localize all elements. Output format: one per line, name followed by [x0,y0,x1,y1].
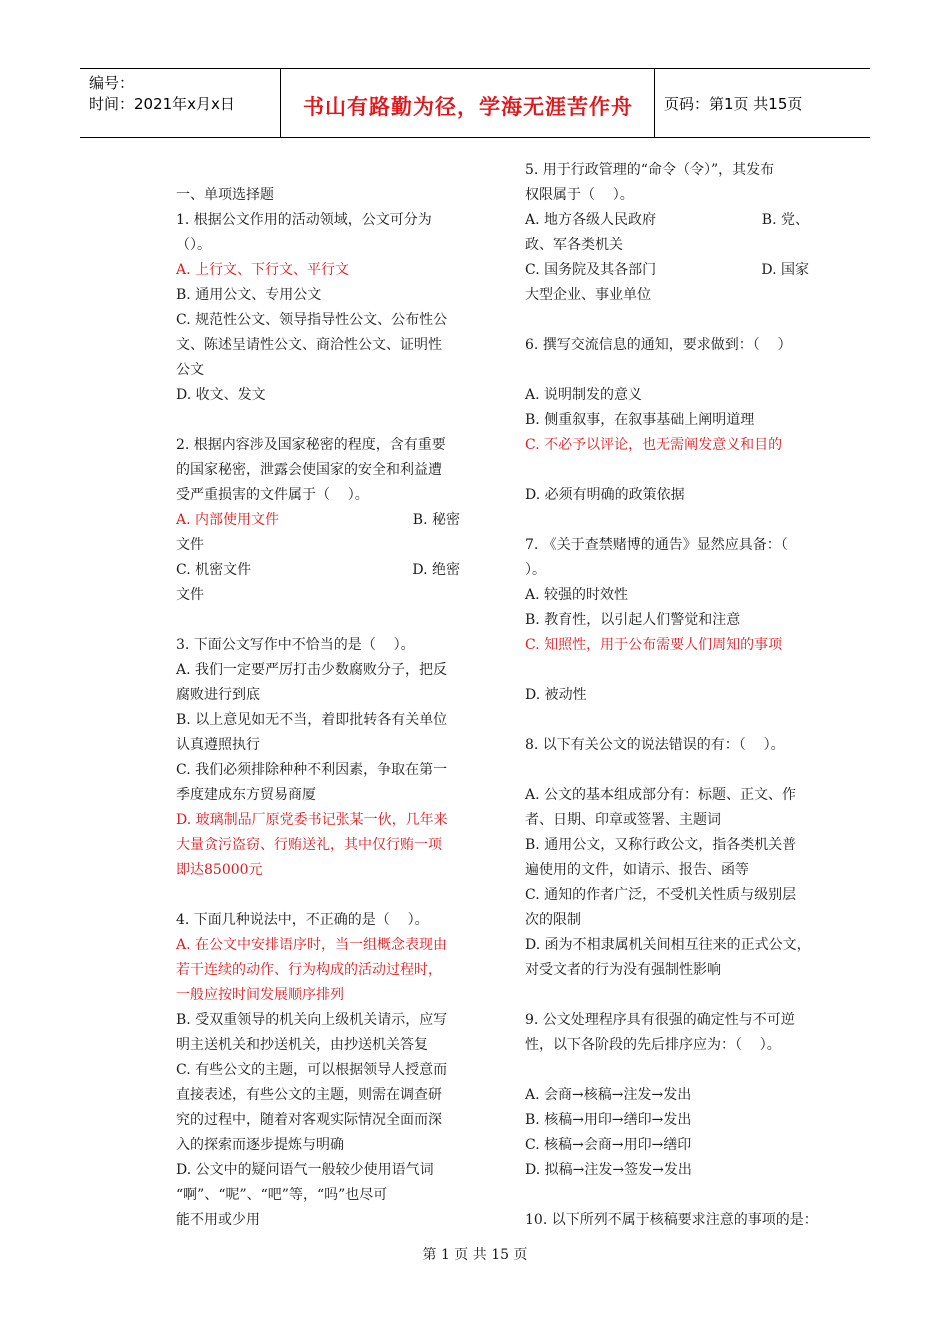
blank-line [525,1183,809,1208]
text-line: 10. 以下所列不属于核稿要求注意的事项的是： [525,1212,818,1228]
text-line: C. 不必予以评论，也无需阐发意义和目的 [525,437,783,453]
option-text: A. 地方各级人民政府 [525,212,657,228]
text-line: D. 被动性 [525,687,587,703]
text-line: B. 通用公文、专用公文 [176,287,322,303]
text-line: 7. 《关于查禁赌博的通告》显然应具备：（ [525,537,788,553]
text-line: 文、陈述呈请性公文、商洽性公文、证明性 [176,337,442,353]
text-line: 5. 用于行政管理的“命令（令）”，其发布 [525,162,775,178]
text-line: 明主送机关和抄送机关，由抄送机关答复 [176,1037,428,1053]
text-line: D. 公文中的疑问语气一般较少使用语气词 [176,1162,434,1178]
text-line: D. 必须有明确的政策依据 [525,487,685,503]
text-line: A. 会商→核稿→注发→发出 [525,1087,692,1103]
text-line: 大量贪污盗窃、行贿送礼，其中仅行贿一项 [176,837,442,853]
blank-line [176,608,460,633]
text-line: B. 核稿→用印→缮印→发出 [525,1112,692,1128]
text-line: 次的限制 [525,912,581,928]
header-divider [654,69,655,137]
text-line: B. 教育性，以引起人们警觉和注意 [525,612,741,628]
text-line: 受严重损害的文件属于（ ）。 [176,487,369,503]
blank-line [525,658,809,683]
text-line: （）。 [176,237,211,253]
text-line: “啊”、“呢”、“吧”等，“吗”也尽可 [176,1187,388,1203]
header-meta [89,73,235,115]
text-line: C. 有些公文的主题，可以根据领导人授意而 [176,1062,448,1078]
text-line: 若干连续的动作、行为构成的活动过程时， [176,962,442,978]
text-line: 的国家秘密，泄露会使国家的安全和利益遭 [176,462,442,478]
text-line: C. 通知的作者广泛，不受机关性质与级别层 [525,887,797,903]
blank-line [525,308,809,333]
text-line: A. 上行文、下行文、平行文 [176,262,350,278]
text-line: B. 侧重叙事，在叙事基础上阐明道理 [525,412,755,428]
option-text: B. 秘密 [412,512,460,528]
header-divider [280,69,281,137]
option-text: C. 国务院及其各部门 [525,262,657,278]
left-column [176,183,460,1233]
number-label: 编号： [89,74,135,92]
text-line: 认真遵照执行 [176,737,260,753]
blank-line [525,983,809,1008]
text-line [176,508,460,533]
text-line: 2. 根据内容涉及国家秘密的程度，含有重要 [176,437,446,453]
text-line: 政、军各类机关 [525,237,623,253]
text-line [525,258,809,283]
text-line: 直接表述，有些公文的主题，则需在调查研 [176,1087,442,1103]
text-line: 对受文者的行为没有强制性影响 [525,962,721,978]
text-line: 究的过程中，随着对客观实际情况全面而深 [176,1112,442,1128]
blank-line [525,758,809,783]
text-line: A. 说明制发的意义 [525,387,643,403]
text-line [176,558,460,583]
text-line: ）。 [525,562,546,578]
text-line: B. 通用公文，又称行政公文，指各类机关普 [525,837,797,853]
text-line: D. 函为不相隶属机关间相互往来的正式公文， [525,937,811,953]
right-column [525,158,818,1233]
text-line: 权限属于（ ）。 [525,187,634,203]
text-line: A. 公文的基本组成部分有：标题、正文、作 [525,787,797,803]
text-line: 即达85000元 [176,862,263,878]
text-line: 公文 [176,362,204,378]
text-line: 4. 下面几种说法中，不正确的是（ ）。 [176,912,429,928]
text-line: 遍使用的文件，如请示、报告、函等 [525,862,749,878]
text-line: 1. 根据公文作用的活动领域，公文可分为 [176,212,432,228]
text-line: C. 核稿→会商→用印→缮印 [525,1137,692,1153]
blank-line [525,1058,809,1083]
text-line: 大型企业、事业单位 [525,287,651,303]
text-line: B. 以上意见如无不当，着即批转各有关单位 [176,712,448,728]
page-info: 页码：第1页 共15页 [664,95,803,113]
text-line: D. 玻璃制品厂原党委书记张某一伙，几年来 [176,812,448,828]
blank-line [176,408,460,433]
text-line: A. 我们一定要严厉打击少数腐败分子，把反 [176,662,448,678]
header-motto: 书山有路勤为径，学海无涯苦作舟 [303,95,633,119]
text-line: D. 收文、发文 [176,387,266,403]
text-line: D. 拟稿→注发→签发→发出 [525,1162,692,1178]
blank-line [525,708,809,733]
text-line: 入的探索而逐步提炼与明确 [176,1137,344,1153]
text-line: C. 规范性公文、领导指导性公文、公布性公 [176,312,448,328]
blank-line [176,883,460,908]
text-line [525,208,809,233]
text-line: 8. 以下有关公文的说法错误的有：（ ）。 [525,737,785,753]
blank-line [525,358,809,383]
text-line: 3. 下面公文写作中不恰当的是（ ）。 [176,637,415,653]
text-line: B. 受双重领导的机关向上级机关请示，应写 [176,1012,448,1028]
option-text: D. 绝密 [412,562,460,578]
text-line: 9. 公文处理程序具有很强的确定性与不可逆 [525,1012,795,1028]
text-line: 能不用或少用 [176,1212,260,1228]
text-line: 性，以下各阶段的先后排序应为：（ ）。 [525,1037,781,1053]
text-line: 文件 [176,537,204,553]
text-line: 者、日期、印章或签署、主题词 [525,812,721,828]
blank-line [525,508,809,533]
text-line: C. 知照性，用于公布需要人们周知的事项 [525,637,783,653]
option-text: C. 机密文件 [176,562,252,578]
text-line: 文件 [176,587,204,603]
option-text: B. 党、 [761,212,809,228]
text-line: 一、单项选择题 [176,187,274,203]
blank-line [525,458,809,483]
page-header [80,68,870,138]
text-line: A. 在公文中安排语序时，当一组概念表现由 [176,937,448,953]
text-line: A. 较强的时效性 [525,587,629,603]
option-text: A. 内部使用文件 [176,512,280,528]
option-text: D. 国家 [761,262,809,278]
time-label: 时间：2021年x月x日 [89,95,235,113]
page-footer: 第 1 页 共 15 页 [422,1247,528,1263]
text-line: 6. 撰写交流信息的通知，要求做到：（ ） [525,337,792,353]
text-line: C. 我们必须排除种种不利因素，争取在第一 [176,762,448,778]
text-line: 一般应按时间发展顺序排列 [176,987,344,1003]
text-line: 腐败进行到底 [176,687,260,703]
text-line: 季度建成东方贸易商厦 [176,787,316,803]
